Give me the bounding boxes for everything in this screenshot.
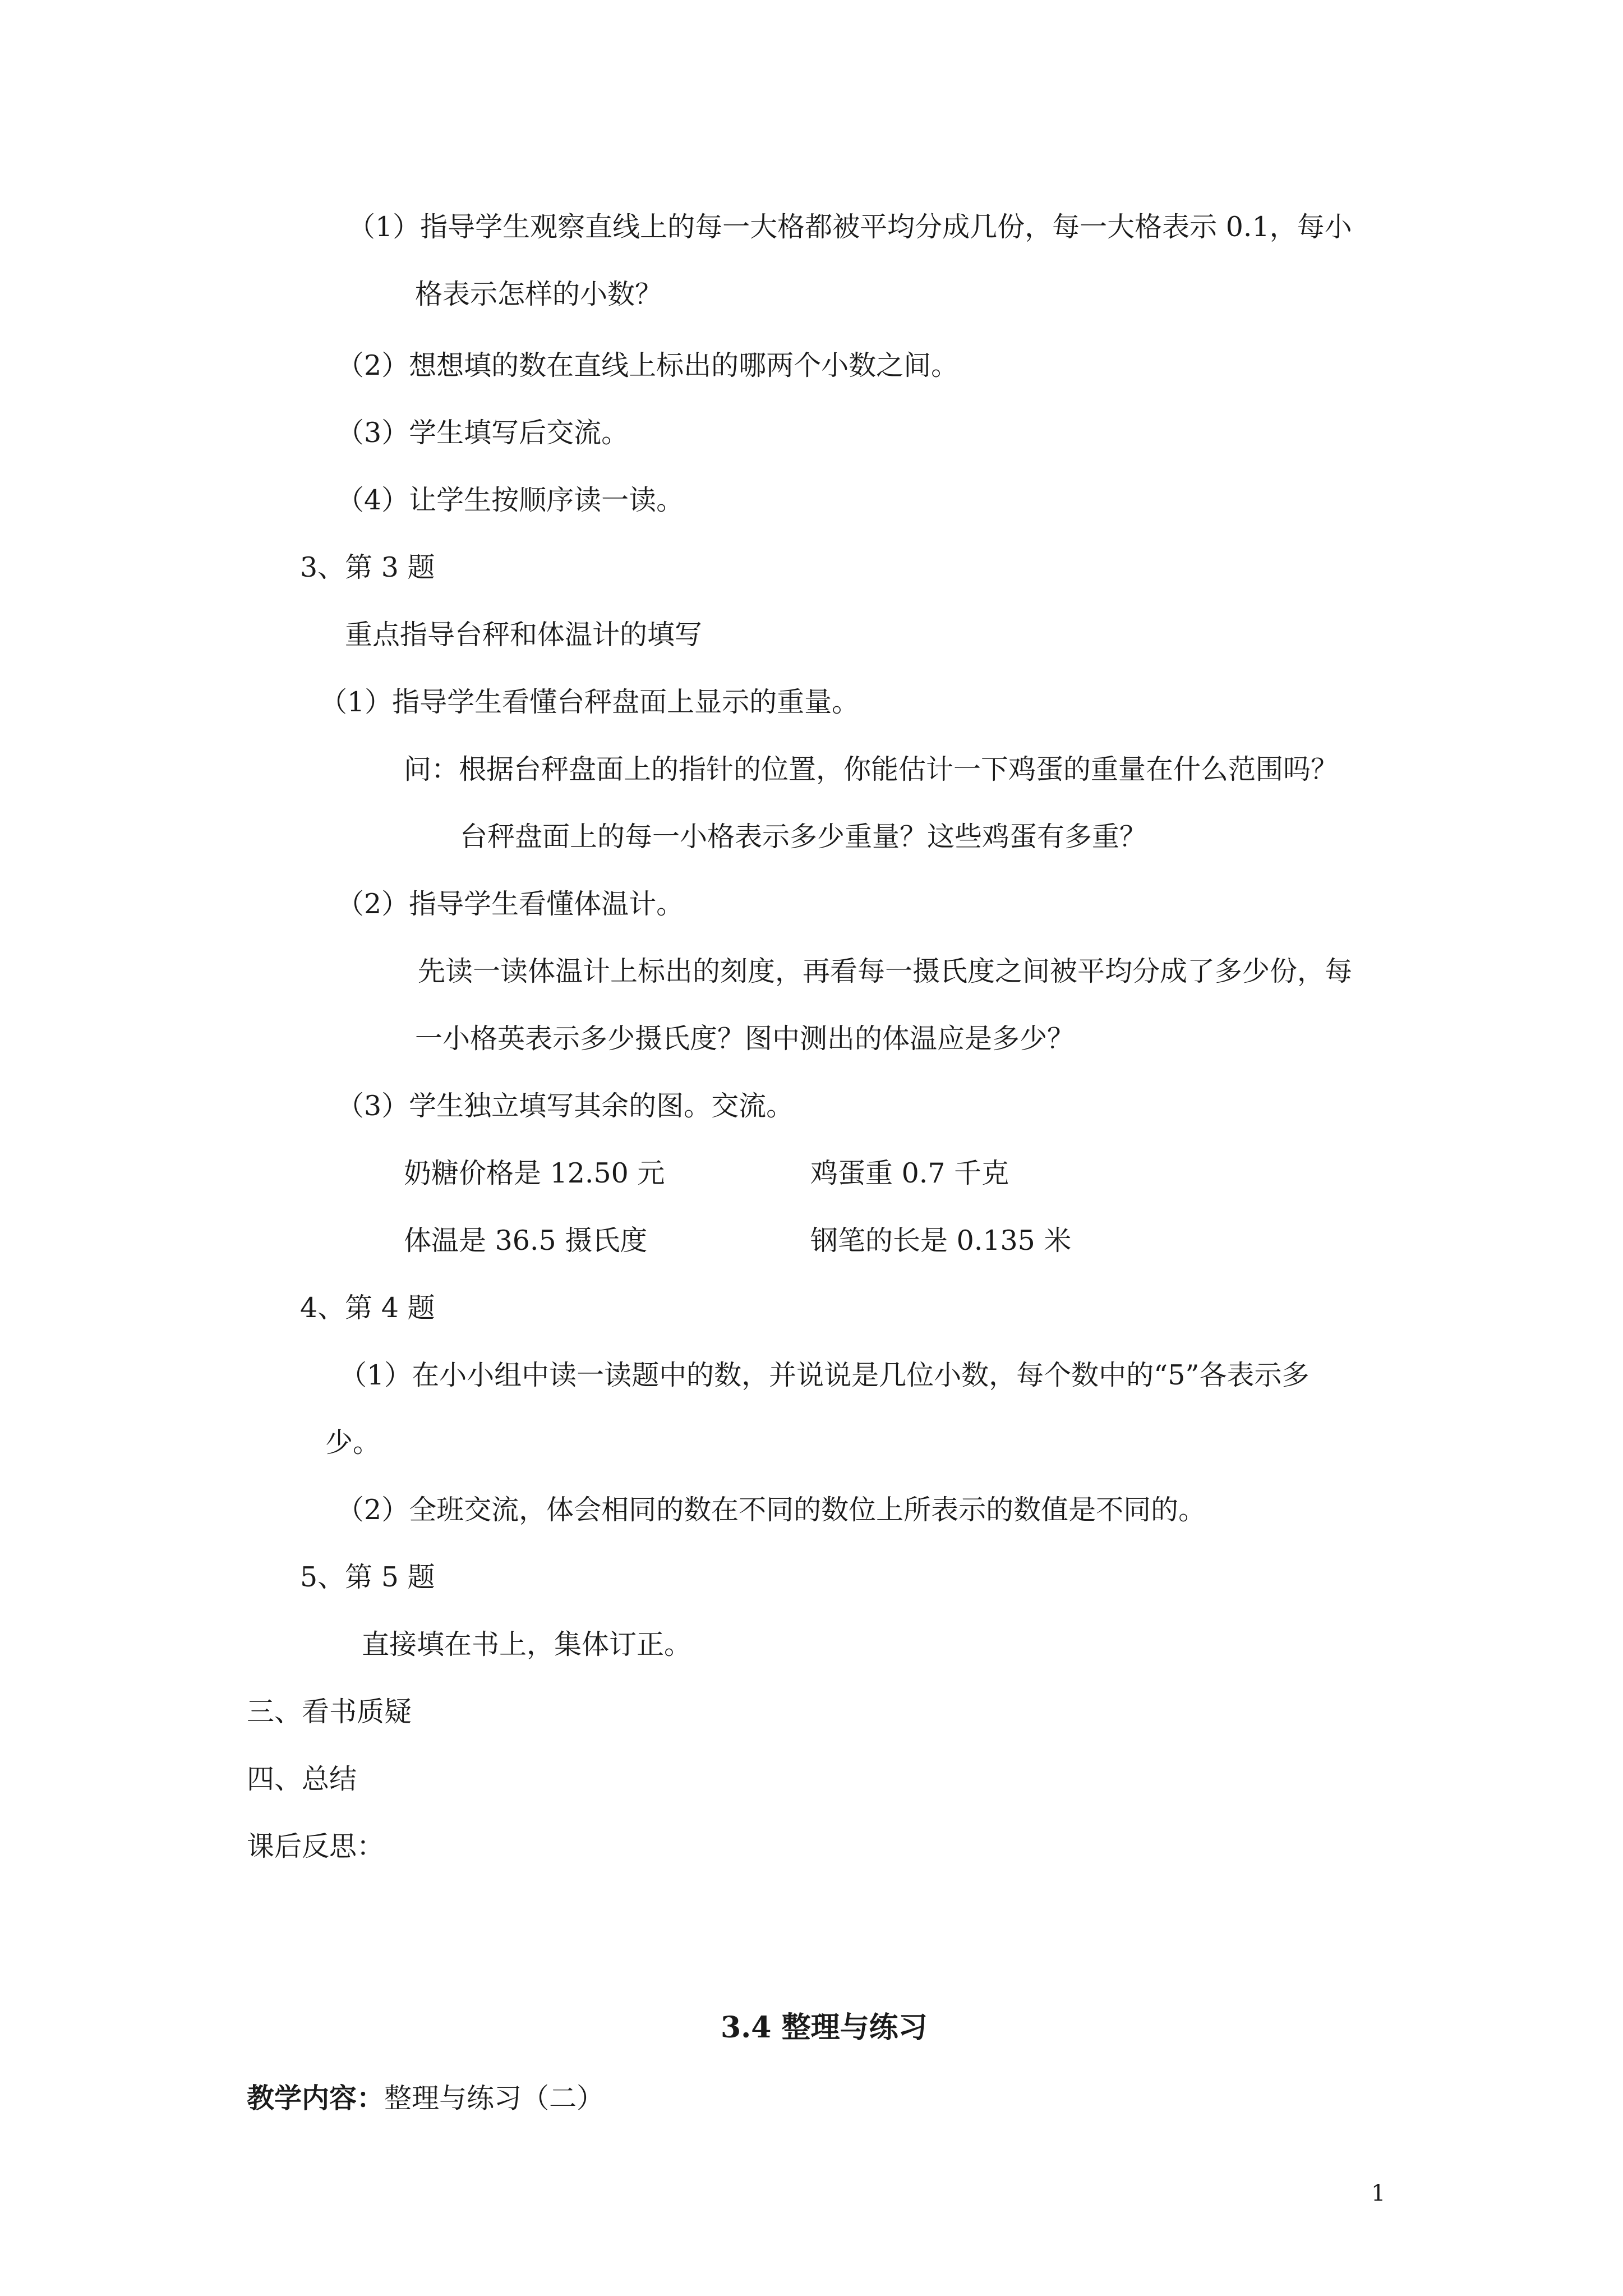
answer-item: 奶糖价格是 12.50 元 [404,1157,665,1189]
text-line: （1）在小小组中读一读题中的数，并说说是几位小数，每个数中的“5”各表示多 [339,1359,1310,1391]
text-line: 格表示怎样的小数？ [415,278,663,310]
text-line: （1）指导学生看懂台秤盘面上显示的重量。 [320,686,860,718]
section-heading: 4、第 4 题 [300,1292,435,1324]
content-row [247,2081,604,2115]
answer-item: 体温是 36.5 摄氏度 [404,1225,648,1257]
section-heading: 三、看书质疑 [247,1696,412,1728]
text-line: （3）学生独立填写其余的图。交流。 [336,1090,794,1122]
text-line: 一小格英表示多少摄氏度？图中测出的体温应是多少？ [415,1023,1075,1055]
page-number: 1 [1371,2180,1386,2206]
text-line: 先读一读体温计上标出的刻度，再看每一摄氏度之间被平均分成了多少份，每 [418,955,1353,987]
section-heading: 5、第 5 题 [300,1561,435,1593]
section-heading: 四、总结 [247,1763,357,1795]
content-label: 教学内容： [247,2082,385,2114]
text-line: 台秤盘面上的每一小格表示多少重量？这些鸡蛋有多重？ [460,821,1147,853]
text-line: （2）全班交流，体会相同的数在不同的数位上所表示的数值是不同的。 [336,1494,1206,1526]
text-line: （4）让学生按顺序读一读。 [336,484,684,516]
lesson-title: 3.4 整理与练习 [721,2010,928,2045]
reflection-label: 课后反思： [247,1830,385,1862]
text-line: （1）指导学生观察直线上的每一大格都被平均分成几份，每一大格表示 0.1，每小 [348,211,1352,243]
text-line: 少。 [325,1427,381,1458]
answer-item: 鸡蛋重 0.7 千克 [810,1157,1009,1189]
answer-item: 钢笔的长是 0.135 米 [810,1225,1072,1257]
text-line: （2）想想填的数在直线上标出的哪两个小数之间。 [336,349,959,381]
section-heading: 3、第 3 题 [300,551,435,583]
content-value: 整理与练习（二） [384,2082,605,2114]
text-line: 重点指导台秤和体温计的填写 [345,619,703,651]
text-line: （3）学生填写后交流。 [336,417,629,449]
text-line: （2）指导学生看懂体温计。 [336,888,684,920]
text-line: 问：根据台秤盘面上的指针的位置，你能估计一下鸡蛋的重量在什么范围吗？ [404,753,1339,785]
text-line: 直接填在书上，集体订正。 [362,1628,692,1660]
